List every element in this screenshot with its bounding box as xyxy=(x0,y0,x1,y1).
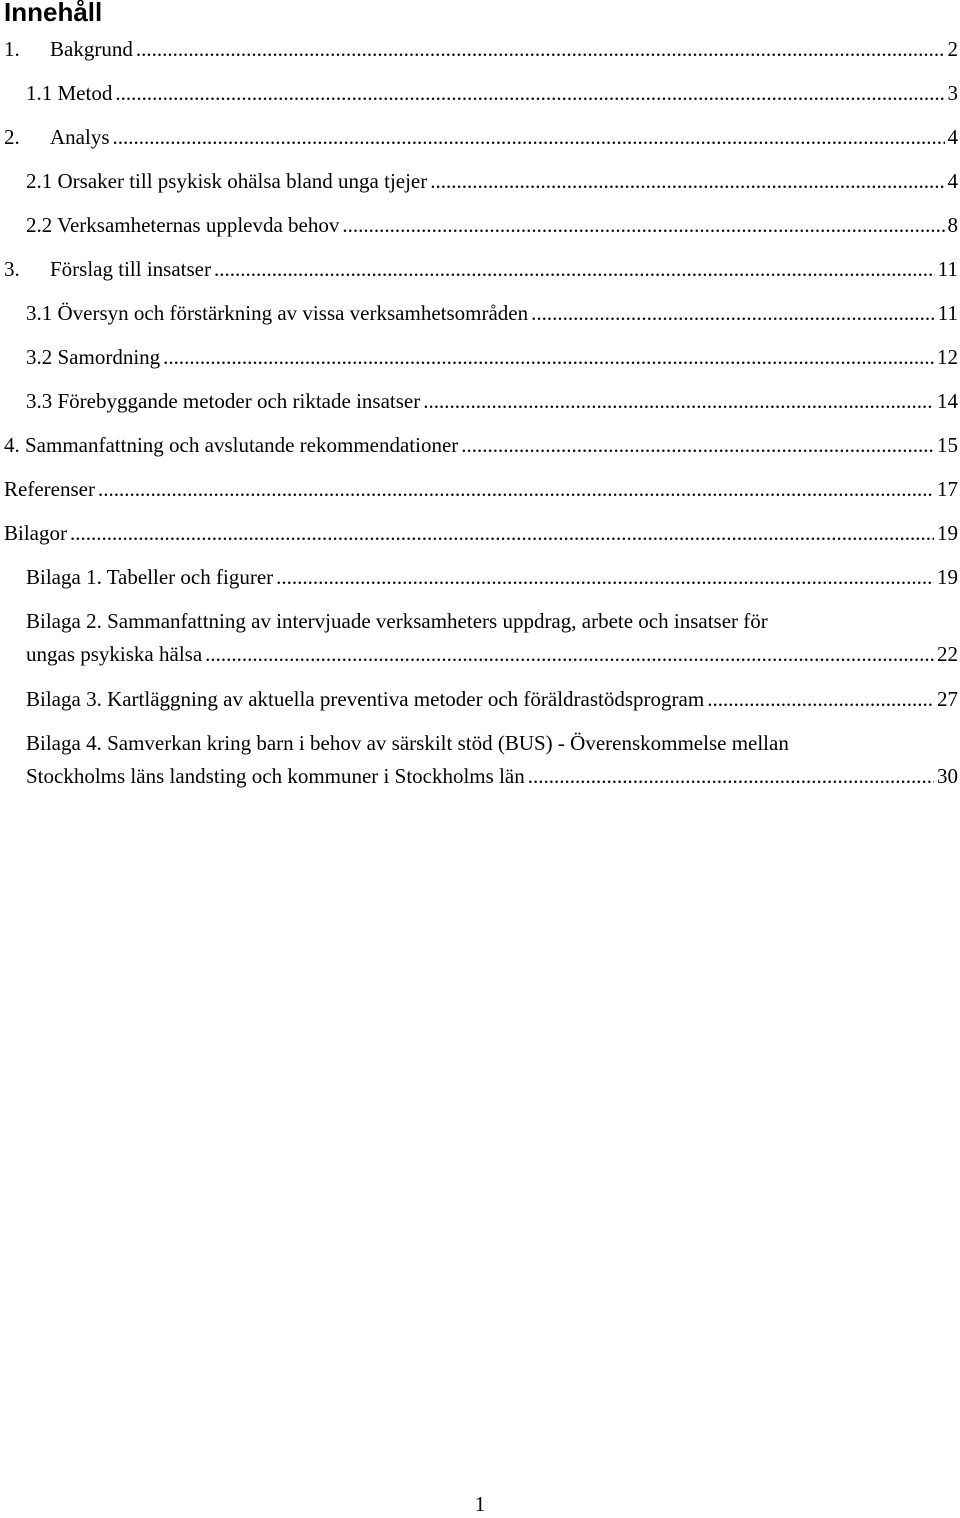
toc-leader-dots xyxy=(461,426,934,464)
toc-entry-label: Analys xyxy=(50,125,110,149)
toc-entry-label: 2.1 Orsaker till psykisk ohälsa bland unga tjejer xyxy=(26,169,428,193)
toc-leader-dots xyxy=(214,250,935,288)
page-number: 1 xyxy=(474,1492,486,1516)
toc-entry-page: 30 xyxy=(937,764,958,788)
toc-leader-dots xyxy=(98,470,934,508)
toc-entry-page: 12 xyxy=(937,345,958,369)
table-of-contents xyxy=(0,30,960,802)
toc-entry-label: Bilaga 2. Sammanfattning av intervjuade verksamheters uppdrag, arbete och insatser för xyxy=(26,609,768,633)
toc-entry[interactable] xyxy=(0,426,960,470)
toc-entry-page: 2 xyxy=(947,37,958,61)
toc-entry-label-continued: Stockholms läns landsting och kommuner i Stockholms län xyxy=(26,764,525,788)
toc-entry[interactable] xyxy=(0,470,960,514)
toc-entry-number: 3. xyxy=(4,257,20,281)
toc-leader-dots xyxy=(531,294,935,332)
toc-entry[interactable] xyxy=(0,118,960,162)
toc-leader-dots xyxy=(276,558,934,596)
toc-entry-page: 19 xyxy=(937,521,958,545)
toc-entry-page: 11 xyxy=(937,257,958,281)
toc-entry-page: 17 xyxy=(937,477,958,501)
toc-entry[interactable] xyxy=(0,30,960,74)
toc-leader-dots xyxy=(707,680,934,718)
toc-entry-page: 19 xyxy=(937,565,958,589)
toc-entry-page: 14 xyxy=(937,389,958,413)
toc-leader-dots xyxy=(423,382,934,420)
toc-entry-label: 4. Sammanfattning och avslutande rekommendationer xyxy=(4,433,459,457)
toc-entry-page: 27 xyxy=(937,687,958,711)
toc-entry-label: Referenser xyxy=(4,477,95,501)
toc-entry[interactable] xyxy=(0,382,960,426)
toc-entry[interactable] xyxy=(0,558,960,602)
page-title: Innehåll xyxy=(4,0,103,27)
toc-entry-page: 4 xyxy=(947,125,958,149)
toc-entry-label: 3.1 Översyn och förstärkning av vissa verksamhetsområden xyxy=(26,301,529,325)
toc-entry-label: Bilagor xyxy=(4,521,67,545)
toc-leader-dots xyxy=(136,30,945,68)
toc-entry-page: 15 xyxy=(937,433,958,457)
toc-leader-dots xyxy=(113,118,945,156)
toc-entry-label: 1.1 Metod xyxy=(26,81,113,105)
toc-entry[interactable] xyxy=(0,514,960,558)
toc-entry-page: 8 xyxy=(947,213,958,237)
toc-leader-dots xyxy=(342,206,944,244)
toc-entry-label: Förslag till insatser xyxy=(50,257,211,281)
toc-entry[interactable] xyxy=(0,338,960,382)
toc-entry[interactable] xyxy=(0,724,960,802)
toc-entry-label: 3.3 Förebyggande metoder och riktade insatser xyxy=(26,389,421,413)
toc-entry[interactable] xyxy=(0,680,960,724)
toc-entry-page: 11 xyxy=(937,301,958,325)
toc-entry-page: 22 xyxy=(937,642,958,666)
toc-leader-dots xyxy=(528,760,934,793)
toc-entry-label: Bakgrund xyxy=(50,37,133,61)
toc-entry-label: 3.2 Samordning xyxy=(26,345,161,369)
toc-entry[interactable] xyxy=(0,162,960,206)
toc-entry-label: Bilaga 3. Kartläggning av aktuella preventiva metoder och föräldrastödsprogram xyxy=(26,687,705,711)
toc-leader-dots xyxy=(430,162,944,200)
toc-leader-dots xyxy=(115,74,944,112)
toc-entry-page: 4 xyxy=(947,169,958,193)
toc-entry[interactable] xyxy=(0,206,960,250)
toc-entry[interactable] xyxy=(0,294,960,338)
toc-leader-dots xyxy=(205,638,934,671)
toc-entry-label: Bilaga 4. Samverkan kring barn i behov av särskilt stöd (BUS) - Överenskommelse mellan xyxy=(26,731,789,755)
toc-entry-label: 2.2 Verksamheternas upplevda behov xyxy=(26,213,340,237)
toc-leader-dots xyxy=(70,514,934,552)
toc-entry[interactable] xyxy=(0,74,960,118)
toc-entry-label: Bilaga 1. Tabeller och figurer xyxy=(26,565,274,589)
toc-entry[interactable] xyxy=(0,250,960,294)
toc-entry-number: 2. xyxy=(4,125,20,149)
toc-entry-number: 1. xyxy=(4,37,20,61)
toc-entry-label-continued: ungas psykiska hälsa xyxy=(26,642,203,666)
toc-entry-page: 3 xyxy=(947,81,958,105)
toc-leader-dots xyxy=(163,338,934,376)
toc-entry[interactable] xyxy=(0,602,960,680)
